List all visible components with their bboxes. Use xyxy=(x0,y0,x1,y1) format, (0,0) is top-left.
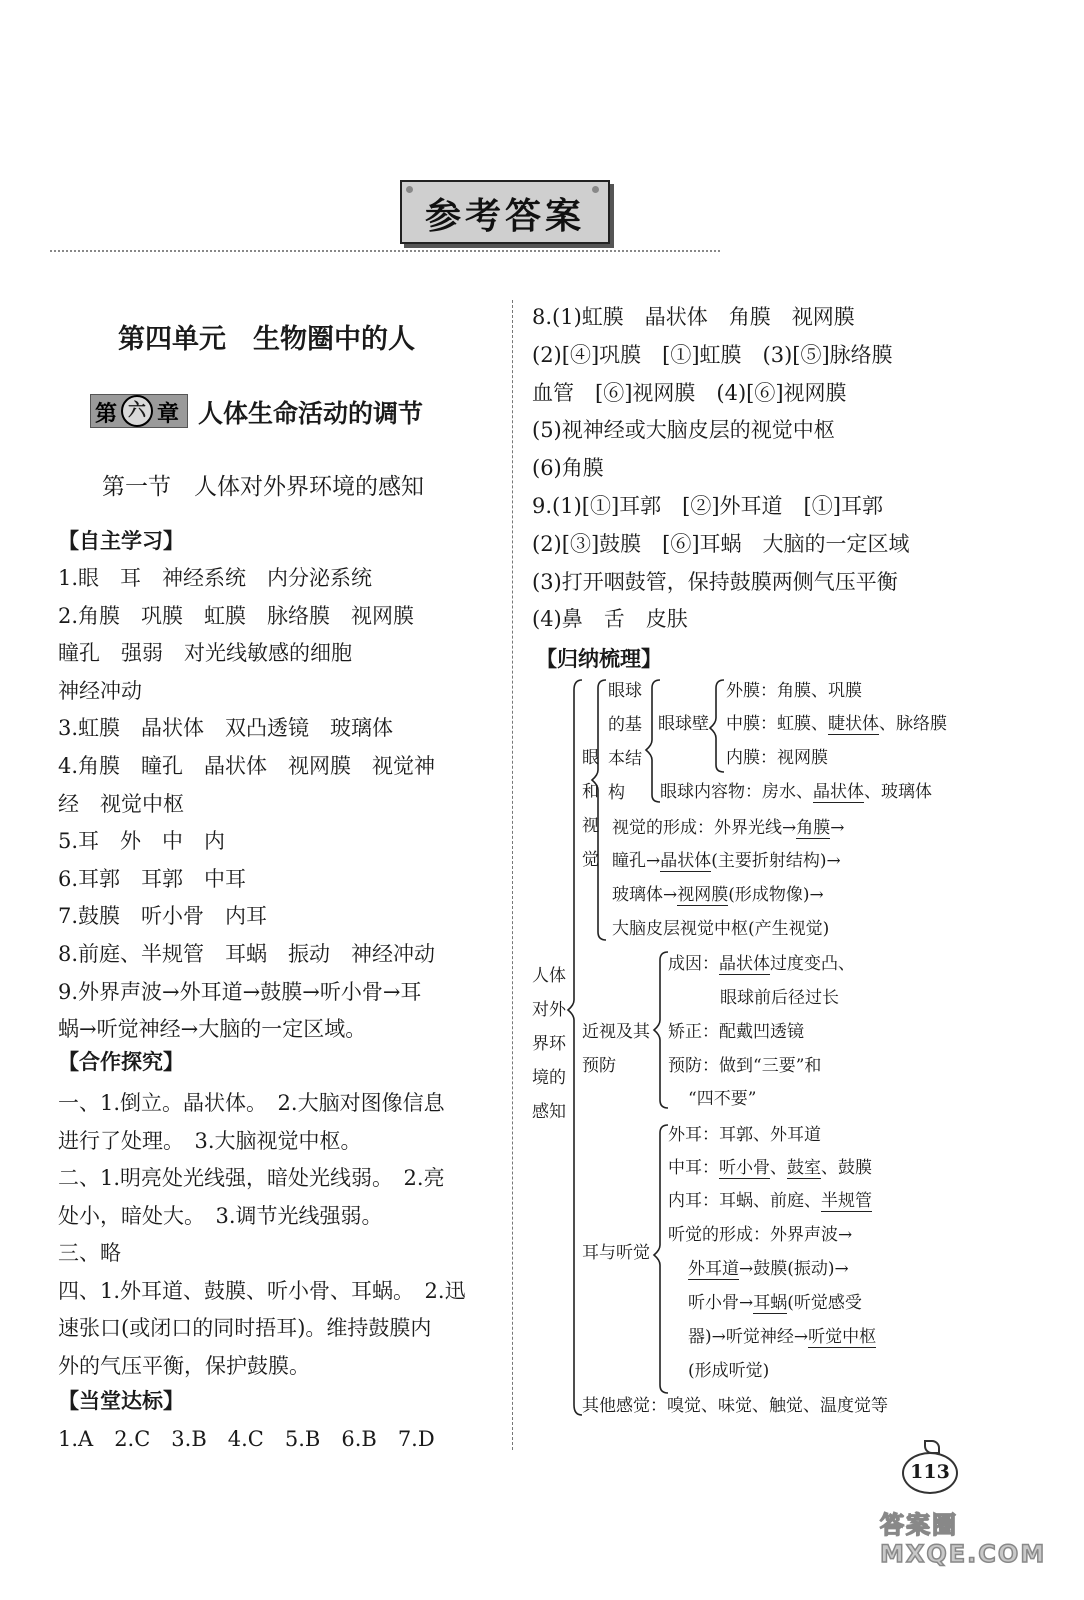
tree-eye-line: 和 xyxy=(582,782,599,802)
left-a-line: 8.前庭、半规管 耳蜗 振动 神经冲动 xyxy=(58,942,436,966)
right-a-line: (2)[③]鼓膜 [⑥]耳蜗 大脑的一定区域 xyxy=(532,531,910,556)
text-part: 成因： xyxy=(668,954,719,974)
dangtang-answers: 1.A 2.C 3.B 4.C 5.B 6.B 7.D xyxy=(58,1427,435,1451)
text-part: (形成物像)→ xyxy=(728,885,824,905)
left-a-line: 6.耳郭 耳郭 中耳 xyxy=(58,866,247,891)
left-a-line: 9.外界声波→外耳道→鼓膜→听小骨→耳 xyxy=(58,979,422,1004)
underlined-term: 外耳道 xyxy=(688,1259,739,1279)
text-part: 过度变凸、 xyxy=(770,954,855,974)
tree-ear-label: 耳与听觉 xyxy=(582,1243,650,1263)
chapter-number: 六 xyxy=(121,395,153,427)
left-a-line: 神经冲动 xyxy=(58,678,142,703)
tree-struct-line: 眼球 xyxy=(608,681,642,701)
tree-root-line: 对外 xyxy=(532,1000,566,1020)
chapter-suffix: 章 xyxy=(157,401,180,427)
unit-title: 第四单元 生物圈中的人 xyxy=(118,324,415,355)
chapter-prefix: 第 xyxy=(95,401,118,427)
left-b-line: 四、1.外耳道、鼓膜、听小骨、耳蜗。 2.迅 xyxy=(58,1278,466,1303)
text-part: 玻璃体→ xyxy=(612,885,678,905)
tree-hear-4 xyxy=(688,1326,876,1348)
tree-root-line: 感知 xyxy=(532,1102,566,1122)
left-b-line: 速张口(或闭口的同时捂耳)。维持鼓膜内 xyxy=(58,1316,432,1340)
left-a-line: 1.眼 耳 神经系统 内分泌系统 xyxy=(58,566,373,590)
tree-vision-1 xyxy=(612,817,845,839)
tree-hear-1: 听觉的形成：外界声波→ xyxy=(668,1225,853,1245)
right-a-line: (2)[④]巩膜 [①]虹膜 (3)[⑤]脉络膜 xyxy=(532,342,893,367)
underlined-term: 睫状体 xyxy=(828,714,879,734)
text-part: (主要折射结构)→ xyxy=(711,851,841,871)
underlined-term: 晶状体 xyxy=(719,954,770,974)
brace-root xyxy=(568,680,582,1415)
underlined-term: 耳蜗 xyxy=(753,1293,788,1313)
text-part: 器)→听觉神经→ xyxy=(688,1327,809,1347)
tree-myopia-prev-1: 预防：做到“三要”和 xyxy=(668,1056,822,1076)
tree-root-line: 人体 xyxy=(532,966,566,986)
left-b-line: 三、略 xyxy=(58,1241,121,1265)
tree-wall-outer: 外膜：角膜、巩膜 xyxy=(726,681,862,701)
text-part: 视觉的形成：外界光线→ xyxy=(612,818,797,838)
tree-myopia-cause-2: 眼球前后径过长 xyxy=(720,988,839,1008)
left-a-line: 经 视觉中枢 xyxy=(58,791,184,816)
tree-root-line: 界环 xyxy=(532,1034,566,1054)
text-part: 中耳： xyxy=(668,1158,719,1178)
tree-hear-5: (形成听觉) xyxy=(688,1361,770,1381)
left-a-line: 蜗→听觉神经→大脑的一定区域。 xyxy=(58,1017,367,1042)
tree-ear-middle xyxy=(668,1157,872,1179)
right-a-line: (3)打开咽鼓管，保持鼓膜两侧气压平衡 xyxy=(532,569,898,594)
right-a-line: (5)视神经或大脑皮层的视觉中枢 xyxy=(532,418,835,443)
tree-hear-3 xyxy=(688,1292,862,1314)
text-part: 、 xyxy=(770,1158,787,1178)
underlined-term: 半规管 xyxy=(821,1191,872,1211)
tree-hear-2 xyxy=(688,1258,849,1280)
text-part: 、脉络膜 xyxy=(879,714,947,734)
left-a-line: 7.鼓膜 听小骨 内耳 xyxy=(58,904,268,929)
chapter-title: 人体生命活动的调节 xyxy=(198,399,424,428)
underlined-term: 听觉中枢 xyxy=(808,1327,877,1347)
tree-eyeball-wall: 眼球壁 xyxy=(658,714,709,734)
brace-wall xyxy=(710,680,724,772)
page-number: 113 xyxy=(902,1452,958,1494)
brace-myopia xyxy=(654,952,668,1108)
tree-myopia-cause-1 xyxy=(668,953,855,975)
text-part: → xyxy=(830,818,845,838)
tree-myopia-fix: 矫正：配戴凹透镜 xyxy=(668,1022,804,1042)
tree-eye-line: 视 xyxy=(582,816,599,836)
left-a-line: 2.角膜 巩膜 虹膜 脉络膜 视网膜 xyxy=(58,603,415,628)
text-part: 、鼓膜 xyxy=(821,1158,872,1178)
underlined-term: 晶状体 xyxy=(660,851,712,871)
brace-ear xyxy=(654,1125,668,1393)
tree-myopia-prev-2: “四不要” xyxy=(688,1089,757,1109)
tree-wall-inner: 内膜：视网膜 xyxy=(726,748,828,768)
tree-struct-line: 本结 xyxy=(608,749,642,769)
underlined-term: 晶状体 xyxy=(813,782,864,802)
tree-myopia-line: 近视及其 xyxy=(582,1022,650,1042)
tree-struct-line: 的基 xyxy=(608,715,642,735)
right-a-line: (6)角膜 xyxy=(532,456,604,481)
left-b-line: 外的气压平衡，保护鼓膜。 xyxy=(58,1353,310,1378)
summary-heading: 【归纳梳理】 xyxy=(536,646,662,671)
tree-other-senses: 其他感觉：嗅觉、味觉、触觉、温度觉等 xyxy=(582,1396,888,1416)
tree-struct-line: 构 xyxy=(608,783,625,803)
underlined-term: 听小骨 xyxy=(719,1158,770,1178)
tree-myopia-line: 预防 xyxy=(582,1056,616,1076)
text-part: 中膜：虹膜、 xyxy=(726,714,828,734)
banner-title: 参考答案 xyxy=(424,195,585,237)
dangtang-heading: 【当堂达标】 xyxy=(58,1388,184,1413)
section-title: 第一节 人体对外界环境的感知 xyxy=(102,474,424,500)
tree-eye-line: 觉 xyxy=(582,850,599,870)
tree-vision-2 xyxy=(612,850,841,872)
text-part: (听觉感受 xyxy=(787,1293,862,1313)
underlined-term: 鼓室 xyxy=(787,1158,821,1178)
text-part: 眼球内容物：房水、 xyxy=(660,782,813,802)
zizhu-heading: 【自主学习】 xyxy=(58,528,184,553)
text-part: 、玻璃体 xyxy=(864,782,932,802)
left-a-line: 3.虹膜 晶状体 双凸透镜 玻璃体 xyxy=(58,716,394,741)
tree-eye-line: 眼 xyxy=(582,748,599,768)
left-b-line: 处小，暗处大。 3.调节光线强弱。 xyxy=(58,1203,383,1228)
left-b-line: 一、1.倒立。晶状体。 2.大脑对图像信息 xyxy=(58,1091,445,1115)
right-a-line: 8.(1)虹膜 晶状体 角膜 视网膜 xyxy=(532,305,855,329)
tree-ear-outer: 外耳：耳郭、外耳道 xyxy=(668,1125,821,1145)
text-part: 内耳：耳蜗、前庭、 xyxy=(668,1191,821,1211)
hezuo-heading: 【合作探究】 xyxy=(58,1049,184,1074)
right-a-line: 9.(1)[①]耳郭 [②]外耳道 [①]耳郭 xyxy=(532,494,883,518)
brace-eye xyxy=(592,680,606,940)
left-a-line: 瞳孔 强弱 对光线敏感的细胞 xyxy=(58,641,352,666)
right-a-line: 血管 [⑥]视网膜 (4)[⑥]视网膜 xyxy=(532,380,847,405)
tree-vision-4: 大脑皮层视觉中枢(产生视觉) xyxy=(612,919,830,939)
text-part: 听小骨→ xyxy=(688,1293,754,1313)
left-b-line: 进行了处理。 3.大脑视觉中枢。 xyxy=(58,1128,362,1153)
left-a-line: 4.角膜 瞳孔 晶状体 视网膜 视觉神 xyxy=(58,754,436,778)
left-b-line: 二、1.明亮处光线强，暗处光线弱。 2.亮 xyxy=(58,1166,445,1190)
underlined-term: 视网膜 xyxy=(677,885,729,905)
text-part: →鼓膜(振动)→ xyxy=(739,1259,849,1279)
underlined-term: 角膜 xyxy=(796,818,831,838)
left-a-line: 5.耳 外 中 内 xyxy=(58,829,226,854)
right-a-line: (4)鼻 舌 皮肤 xyxy=(532,607,688,632)
brace-struct xyxy=(646,680,660,802)
tree-vision-3 xyxy=(612,884,824,906)
watermark-logo: 答案圈 MXQE.COM xyxy=(880,1511,1047,1568)
tree-root-line: 境的 xyxy=(532,1068,566,1088)
tree-wall-middle xyxy=(726,713,947,735)
tree-ear-inner xyxy=(668,1190,872,1212)
tree-contents xyxy=(660,781,932,803)
text-part: 瞳孔→ xyxy=(612,851,661,871)
